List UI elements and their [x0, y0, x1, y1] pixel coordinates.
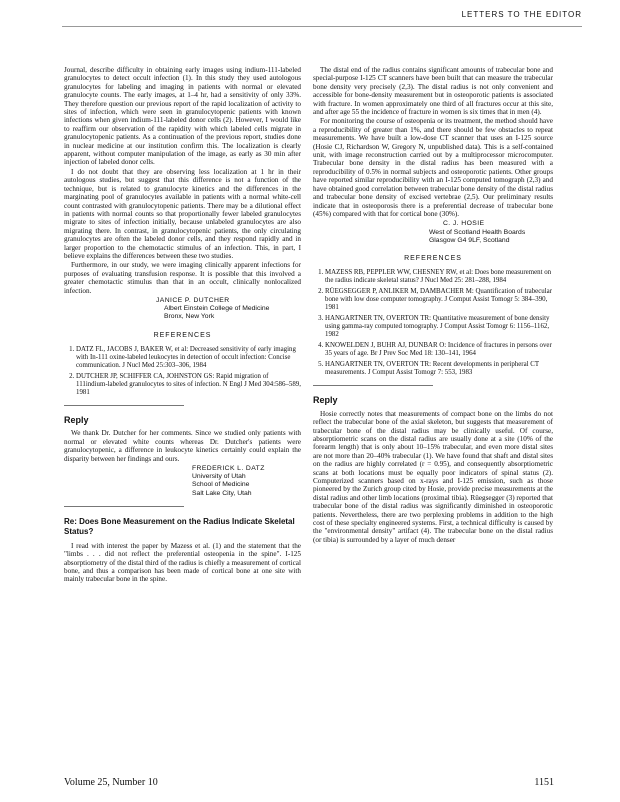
- reference-item: 2. RÜEGSEGGER P, ANLIKER M, DAMBACHER M: Quantification of trabecular bone with low dose computer tomography. J Comput Assist Tomogr 5: 384–390, 1981: [325, 288, 553, 312]
- body-paragraph: I read with interest the paper by Mazess et al. (1) and the statement that the "limbs . . . did not reflect the preferential osteopenia in the spine". I-125 absorptiometry of the distal third of the radius is chiefly a measurement of cortical bone, and thus a comparison has been made of cortical bone at one site with mainly trabecular bone in the spine.: [64, 541, 301, 584]
- reference-item: 1. DATZ FL, JACOBS J, BAKER W, et al: Decreased sensitivity of early imaging with In-111 oxine-labeled leukocytes in detection of occult infection: Concise communication. J Nucl Med 25:303–306, 1984: [76, 346, 301, 370]
- reply-heading: Reply: [64, 414, 89, 425]
- left-column: [64, 66, 301, 585]
- reference-item: 1. MAZESS RB, PEPPLER WW, CHESNEY RW, et al: Does bone measurement on the radius indicate skeletal status? J Nucl Med 25: 281–288, 1984: [325, 269, 553, 285]
- header-rule: [62, 26, 582, 27]
- page-header: LETTERS TO THE EDITOR: [461, 10, 582, 19]
- author-name: JANICE P. DUTCHER: [156, 296, 230, 304]
- reference-item: 3. HANGARTNER TN, OVERTON TR: Quantitative measurement of bone density using gamma-ray computed tomography. J Comput Assist Tomogr 6: 1156–1162, 1982: [325, 315, 553, 339]
- section-divider: [64, 405, 184, 406]
- right-column: [313, 66, 553, 545]
- reference-list: [313, 269, 553, 377]
- section-divider: [313, 385, 433, 386]
- author-name: C. J. HOSIE: [443, 220, 485, 228]
- reference-list: [64, 346, 301, 397]
- reply-affiliation: University of Utah: [192, 473, 246, 481]
- body-paragraph: Furthermore, in our study, we were imaging clinically apparent infections for purposes of evaluating transfusion response. It is possible that this involved a greater chemotactic stimulus than that in an occult, clinically nonlocalized infection.: [64, 261, 301, 295]
- letter-heading: Re: Does Bone Measurement on the Radius Indicate Skeletal Status?: [64, 516, 295, 536]
- body-paragraph: I do not doubt that they are observing less localization at 1 hr in their autologous studies, but suggest that this difference is not a function of the technique, but is related to granulocyte kinetics and the differences in the marginating pool of granulocytes available in patients with a normal white-cell count contrasted with granulocytopenic patients. There may be a dilutional effect in patients with normal counts so that proportionally fewer labeled granulocytes migrate to sites of infection initially, because unlabeled granulocytes are also migrating there. In contrast, in granulocytopenic patients, the only circulating granulocytes are often the labeled donor cells, and they respond rapidly and in larger proportion to the chemotactic stimulus of an infection. This, in part, I believe explains the differences between these two studies.: [64, 167, 301, 260]
- author-location: Glasgow G4 9LF, Scotland: [429, 236, 510, 244]
- body-paragraph: The distal end of the radius contains significant amounts of trabecular bone and special-purpose I-125 CT scanners have been built that can measure the trabecular bone density very precisely (2,3). The distal radius is not only convenient and accessible for bone-density measurement but in osteoporotic patients is associated with fracture. In women approximately one third of all fractures occur at this site, and after age 55 the incidence of fracture in women is six times that in men (4).: [313, 66, 553, 117]
- reply-paragraph: We thank Dr. Dutcher for her comments. Since we studied only patients with normal or elevated white counts whereas Dr. Dutcher's patients were granulocytopenic, a difference in leukocyte kinetics certainly could explain the disparity between her findings and ours.: [64, 429, 301, 463]
- reference-item: 4. KNOWELDEN J, BUHR AJ, DUNBAR O: Incidence of fractures in persons over 35 years of age. Br J Prev Soc Med 18: 130–141, 1964: [325, 342, 553, 358]
- section-divider: [64, 506, 184, 507]
- footer-page-number: 1151: [534, 777, 554, 788]
- reference-item: 2. DUTCHER JP, SCHIFFER CA, JOHNSTON GS: Rapid migration of 111indium-labeled granulocytes to sites of infection. N Engl J Med 304:586–589, 1981: [76, 373, 301, 397]
- author-affiliation: West of Scotland Health Boards: [429, 228, 526, 236]
- reply-affiliation: School of Medicine: [192, 481, 250, 489]
- author-signature: [156, 296, 301, 322]
- footer-volume: Volume 25, Number 10: [64, 777, 158, 788]
- references-title: REFERENCES: [404, 254, 462, 262]
- reply-author-name: FREDERICK L. DATZ: [192, 465, 265, 473]
- author-signature: [429, 220, 553, 245]
- author-affiliation: Albert Einstein College of Medicine: [164, 305, 270, 313]
- reply-heading: Reply: [313, 395, 338, 406]
- body-paragraph: Journal, describe difficulty in obtaining early images using indium-111-labeled granulocytes to detect occult infection (1). In this study they used autologous granulocytes for labeling and imaging in patients with normal or elevated granulocyte counts. The early images, at 1–4 hr, had a sensitivity of only 33%. They therefore question our previous report of the rapid localization of activity to sites of infection, which were seen in granulocytopenic patients with known infections when given indium-111-labeled donor cells (2). However, I would like to reaffirm our observation of the rapidity with which labeled cells migrate in granulocytopenic patients. As a continuation of the previous report, studies done in nuclear medicine at our institution confirm this. The localization is clearly apparent, without computer manipulation of the image, as early as 30 min after injection of labeled donor cells.: [64, 66, 301, 167]
- author-location: Bronx, New York: [164, 313, 215, 321]
- reply-signature: [192, 465, 301, 498]
- references-title: REFERENCES: [153, 331, 212, 339]
- body-paragraph: For monitoring the course of osteopenia or its treatment, the method should have a reproducibility of greater than 1%, and there should be few obstacles to repeat measurements. We have built a low-dose CT scanner that uses an I-125 source (Hosie CJ, Richardson W, Gregory N, unpublished data). This is a self-contained unit, with image reconstruction carried out by a multiprocessor microcomputer. Trabecular bone density in the distal radius has been measured with a reproducibility of 0.5% in normal subjects and osteoporotic patients. Other groups have reported similar reproducibility with an I-125 computed tomograph (2,3) and have obtained good correlation between trabecular bone density of the distal radius and trabecular bone density of excised vertebrae (2,5). Our preliminary results indicate that in osteoporosis there is a preferential decrease of trabecular bone (45%) compared with that for cortical bone (30%).: [313, 117, 553, 218]
- reply-paragraph: Hosie correctly notes that measurements of compact bone on the limbs do not reflect the trabecular bone of the axial skeleton, but suggests that measurement of trabecular bone of the distal radius may be clinically useful. Of course, absorptiometric scans on the distal radius are usually done at a site (10% of the forearm length) that is only about 10–15% trabecular, and even more distal sites are not more than 20–40% trabecular (1). We have found that shaft and distal sites on the radius are highly correlated (r = 0.95), and consequently absorptiometric scans at both locations must be equally poor indicators of spinal status (2). Computerized scanners based on x-rays and I-125 emission, such as those pioneered by the Zurich group cited by Hosie, provide precise measurements at the distal radius and other limb locations (proximal tibia). Rüegsegger (3) reported that trabecular bone of the distal radius was significantly diminished in osteoporotic patients. Nevertheless, there are two perplexing problems in addition to the high cost of these specialty engineered systems. First, a technical difficulty is caused by the "environmental density" artifact (4). The trabecular bone on the distal radius (or tibia) is surrounded by a layer of much denser: [313, 409, 553, 544]
- reply-location: Salt Lake City, Utah: [192, 489, 252, 497]
- reference-item: 5. HANGARTNER TN, OVERTON TR: Recent developments in peripheral CT measurements. J Comput Assist Tomogr 7: 553, 1983: [325, 361, 553, 377]
